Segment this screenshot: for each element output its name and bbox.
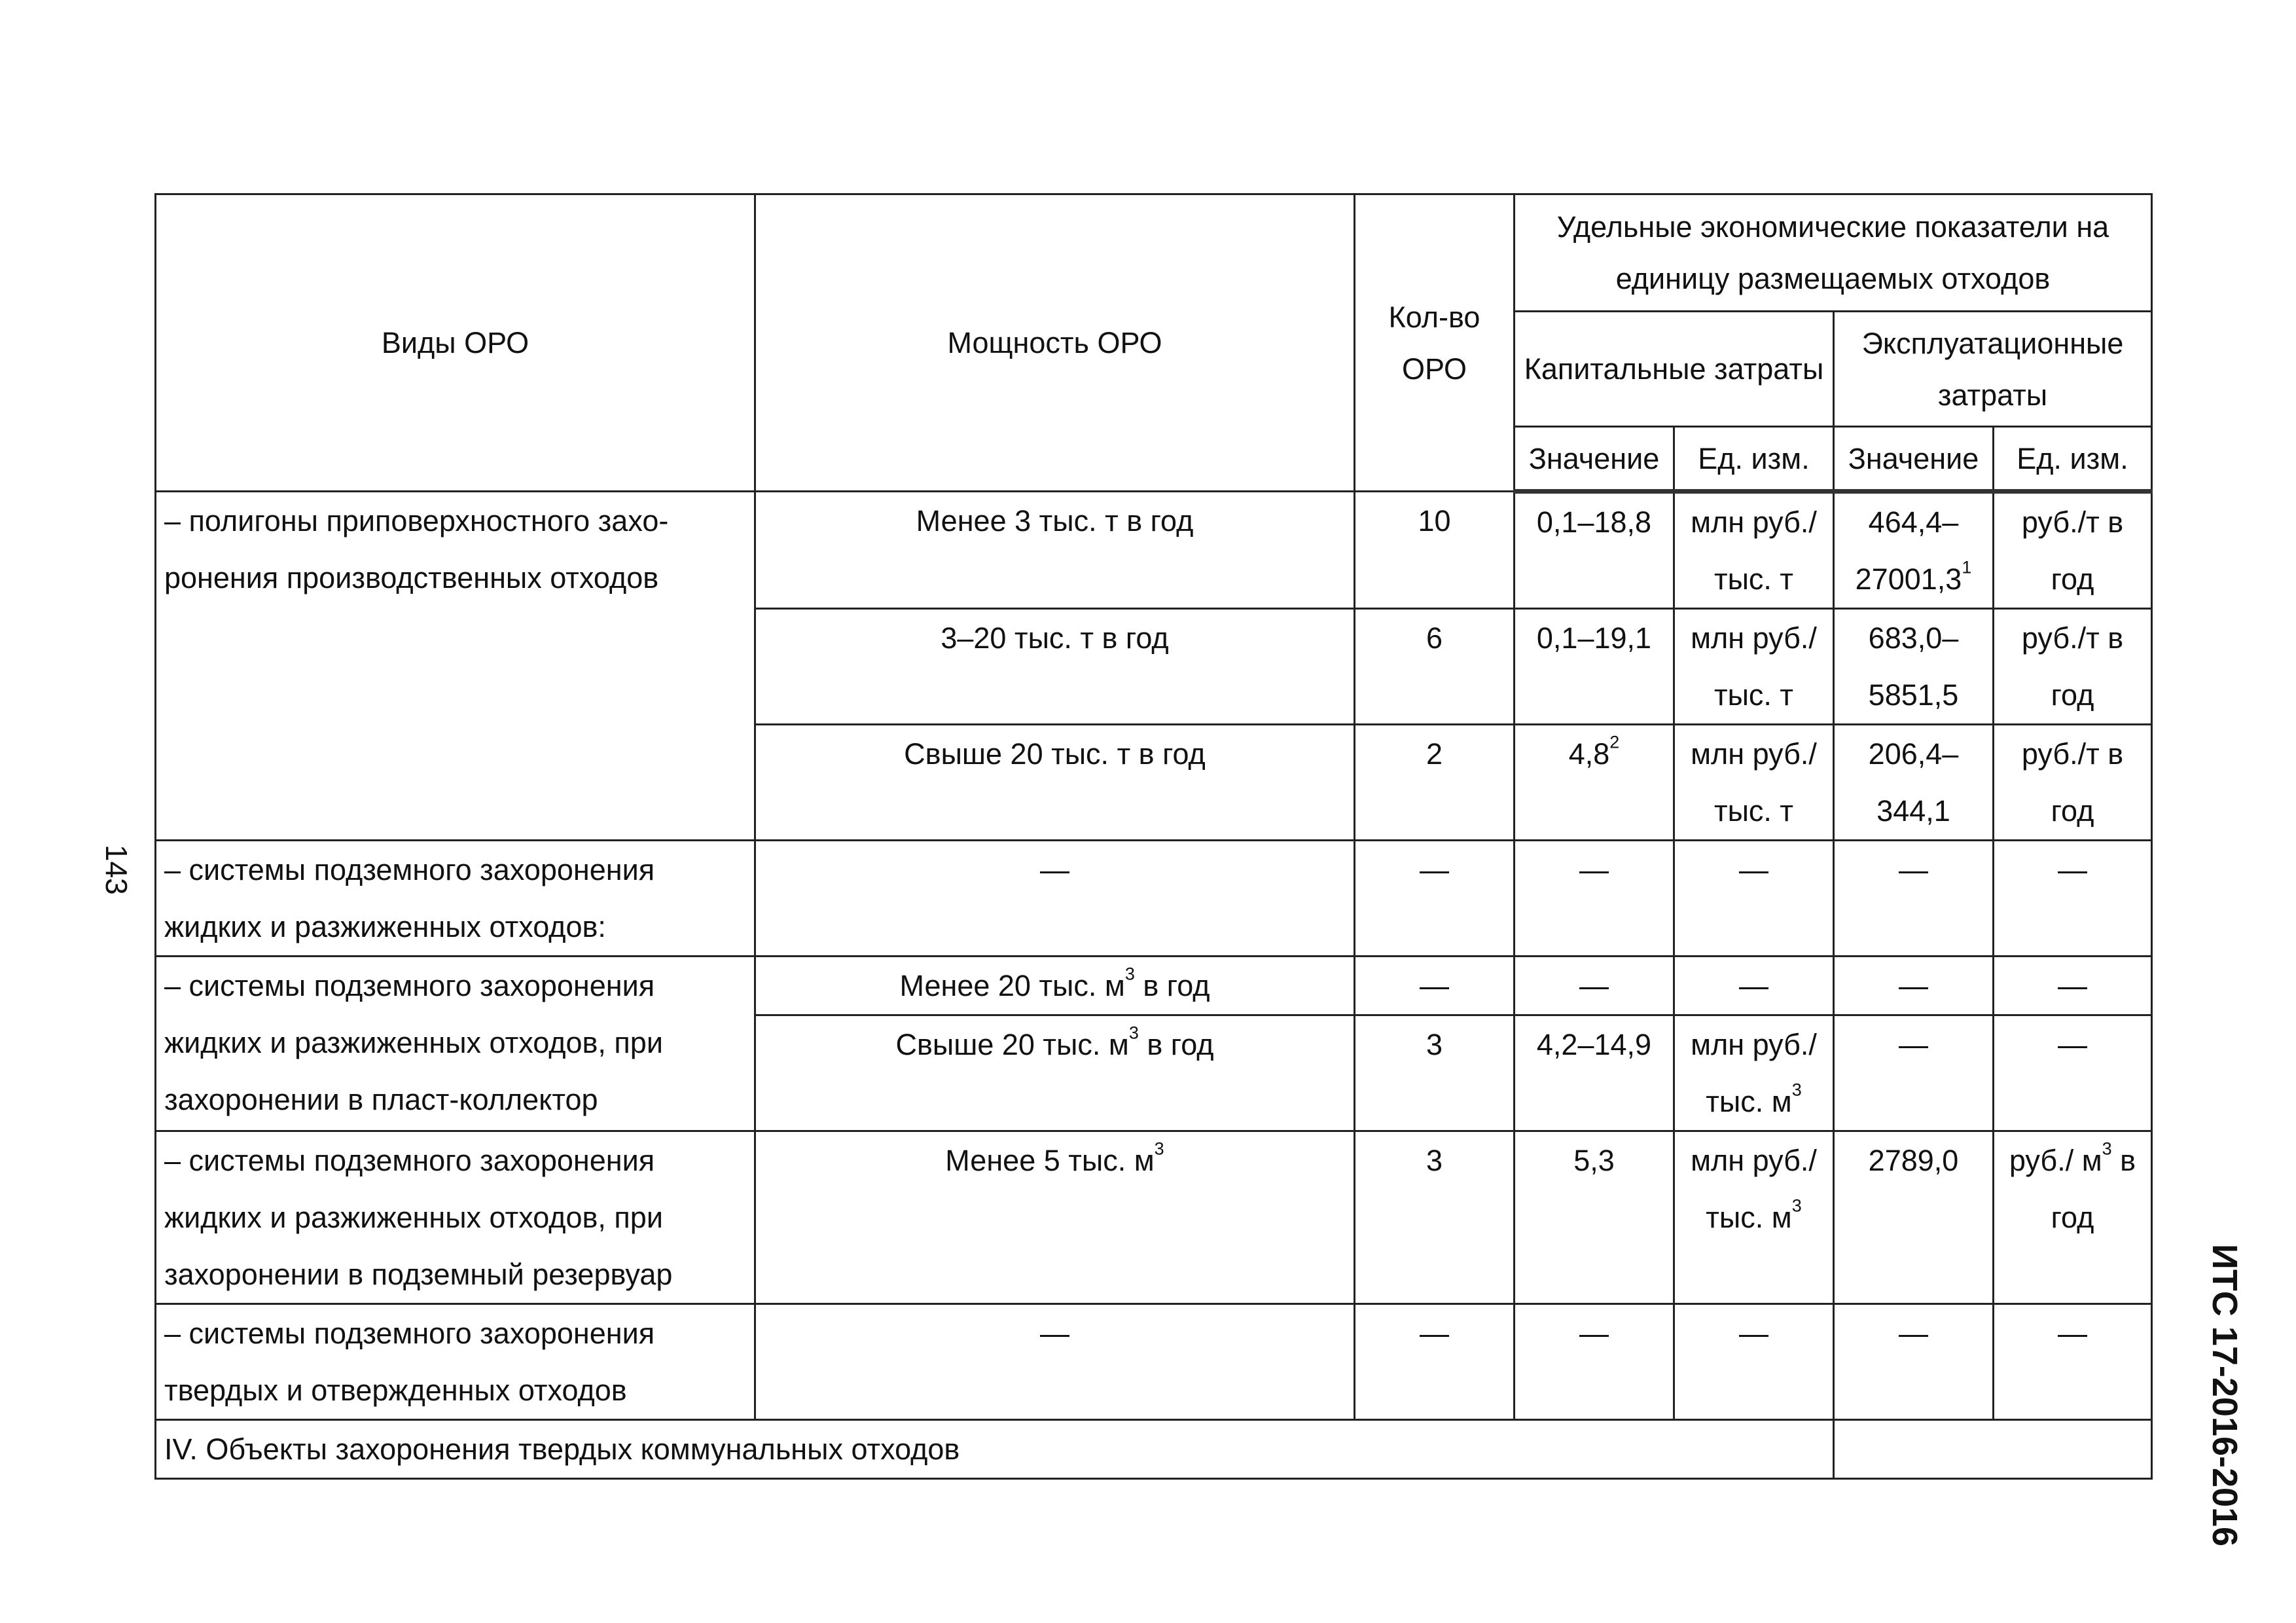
table-row — [156, 1304, 2152, 1420]
operational-unit-cell: руб./т в год — [1994, 492, 2152, 609]
operational-value-cell: 206,4– 344,1 — [1834, 725, 1994, 841]
capital-unit-cell: млн руб./ тыс. т — [1674, 492, 1834, 609]
capacity-cell: — — [755, 841, 1355, 957]
operational-value-cell: — — [1834, 1015, 1994, 1131]
capital-unit-cell: млн руб./ тыс. т — [1674, 609, 1834, 725]
header-value-operational: Значение — [1834, 427, 1994, 492]
count-cell: 6 — [1355, 609, 1515, 725]
capacity-cell: — — [755, 1304, 1355, 1420]
count-cell: 3 — [1355, 1131, 1515, 1304]
header-unit-capital: Ед. изм. — [1674, 427, 1834, 492]
operational-unit-cell: — — [1994, 1015, 2152, 1131]
header-unit-operational: Ед. изм. — [1994, 427, 2152, 492]
capital-value-cell: 0,1–19,1 — [1515, 609, 1674, 725]
waste-type-cell: – системы подземного захоронения твердых и отвержденных отходов — [156, 1304, 755, 1420]
capacity-cell: Менее 3 тыс. т в год — [755, 492, 1355, 609]
capital-value-cell: — — [1515, 841, 1674, 957]
capital-value-cell: — — [1515, 1304, 1674, 1420]
count-cell: — — [1355, 1304, 1515, 1420]
economic-indicators-table — [154, 193, 2153, 1480]
operational-value-cell: 2789,0 — [1834, 1131, 1994, 1304]
capacity-cell: Менее 20 тыс. $м^3$ в год — [755, 957, 1355, 1015]
capital-value-cell: — — [1515, 957, 1674, 1015]
header-specific-indicators: Удельные экономические показатели на единицу размещаемых отходов — [1515, 194, 2152, 312]
capital-unit-cell: млн руб./ тыс. т — [1674, 725, 1834, 841]
section-iv-title: IV. Объекты захоронения твердых коммунальных отходов — [156, 1420, 1834, 1479]
count-cell: 2 — [1355, 725, 1515, 841]
header-capacity: Мощность ОРО — [755, 194, 1355, 492]
capacity-cell: 3–20 тыс. т в год — [755, 609, 1355, 725]
operational-value-cell: — — [1834, 957, 1994, 1015]
operational-unit-cell: — — [1994, 1304, 2152, 1420]
header-value-capital: Значение — [1515, 427, 1674, 492]
table-header — [156, 194, 2152, 492]
capacity-cell: Свыше 20 тыс. т в год — [755, 725, 1355, 841]
capacity-cell: Менее 5 тыс. $м^3$ — [755, 1131, 1355, 1304]
header-operational-costs: Эксплуатационные затраты — [1834, 312, 2152, 427]
operational-unit-cell: — — [1994, 841, 2152, 957]
capital-value-cell: $4,8^2$ — [1515, 725, 1674, 841]
count-cell: 10 — [1355, 492, 1515, 609]
capital-unit-cell: млн руб./ тыс. $м^3$ — [1674, 1131, 1834, 1304]
capital-value-cell: 5,3 — [1515, 1131, 1674, 1304]
waste-type-cell: – системы подземного захоронения жидких и разжиженных отходов, при захоронении в пласт-коллектор — [156, 957, 755, 1131]
capital-unit-cell: — — [1674, 957, 1834, 1015]
section-row — [156, 1420, 2152, 1479]
document-code: ИТС 17-2016-2016 — [2205, 1244, 2244, 1547]
operational-unit-cell: руб./т в год — [1994, 609, 2152, 725]
capital-unit-cell: млн руб./ тыс. $м^3$ — [1674, 1015, 1834, 1131]
operational-value-cell: — — [1834, 1304, 1994, 1420]
capital-value-cell: 4,2–14,9 — [1515, 1015, 1674, 1131]
header-count: Кол-во ОРО — [1355, 194, 1515, 492]
waste-type-cell: – системы подземного захоронения жидких и разжиженных отходов, при захоронении в подземный резервуар — [156, 1131, 755, 1304]
table-row — [156, 1131, 2152, 1304]
header-capital-costs: Капитальные затраты — [1515, 312, 1834, 427]
operational-unit-cell: руб./ $м^3$ в год — [1994, 1131, 2152, 1304]
page-number: 143 — [99, 845, 134, 895]
operational-value-cell: 464,4– 27001,3$^1$ — [1834, 492, 1994, 609]
operational-unit-cell: руб./т в год — [1994, 725, 2152, 841]
count-cell: — — [1355, 841, 1515, 957]
section-iv-empty-cell — [1834, 1420, 2152, 1479]
capacity-cell: Свыше 20 тыс. $м^3$ в год — [755, 1015, 1355, 1131]
capital-unit-cell: — — [1674, 1304, 1834, 1420]
operational-value-cell: 683,0– 5851,5 — [1834, 609, 1994, 725]
capital-value-cell: 0,1–18,8 — [1515, 492, 1674, 609]
count-cell: 3 — [1355, 1015, 1515, 1131]
table-row — [156, 957, 2152, 1015]
operational-value-cell: — — [1834, 841, 1994, 957]
waste-type-cell: – полигоны приповерхностного захоронения производственных отходов — [156, 492, 755, 841]
waste-type-cell: – системы подземного захоронения жидких и разжиженных отходов: — [156, 841, 755, 957]
header-types: Виды ОРО — [156, 194, 755, 492]
operational-unit-cell: — — [1994, 957, 2152, 1015]
count-cell: — — [1355, 957, 1515, 1015]
table-row — [156, 492, 2152, 609]
table-row — [156, 841, 2152, 957]
capital-unit-cell: — — [1674, 841, 1834, 957]
